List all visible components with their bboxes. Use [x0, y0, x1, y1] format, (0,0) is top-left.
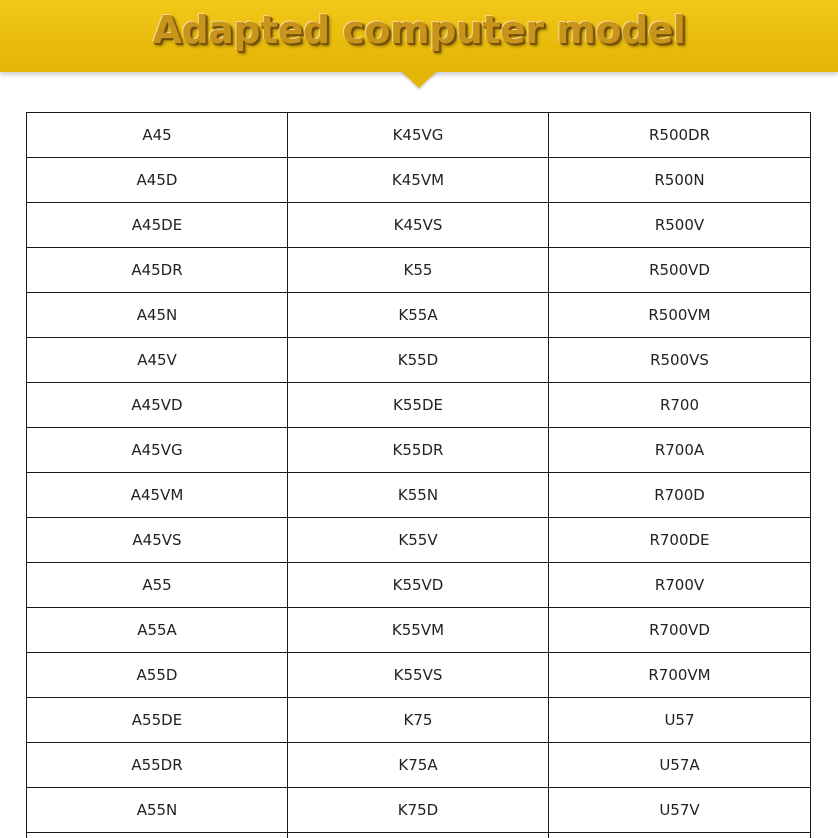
table-cell: R700D	[549, 473, 811, 518]
table-cell: K55DR	[288, 428, 549, 473]
table-cell: K55A	[288, 293, 549, 338]
table-cell: A45N	[27, 293, 288, 338]
table-cell: R700VD	[549, 608, 811, 653]
table-row	[27, 653, 811, 698]
table-cell: A45D	[27, 158, 288, 203]
model-table-container	[26, 112, 810, 838]
table-cell: K55VM	[288, 608, 549, 653]
table-cell: A55A	[27, 608, 288, 653]
table-cell: R700	[549, 383, 811, 428]
table-cell: K55VS	[288, 653, 549, 698]
header-banner	[0, 0, 838, 72]
table-row	[27, 113, 811, 158]
table-row	[27, 248, 811, 293]
table-cell: K75D	[288, 788, 549, 833]
table-cell: A45DR	[27, 248, 288, 293]
table-cell: A45VG	[27, 428, 288, 473]
table-row	[27, 563, 811, 608]
table-cell: K45VM	[288, 158, 549, 203]
table-cell: R700A	[549, 428, 811, 473]
table-cell: K55N	[288, 473, 549, 518]
table-cell: U57V	[549, 788, 811, 833]
table-row	[27, 518, 811, 563]
table-cell: K55V	[288, 518, 549, 563]
table-row	[27, 383, 811, 428]
table-row	[27, 428, 811, 473]
table-cell: K45VS	[288, 203, 549, 248]
table-cell: R500DR	[549, 113, 811, 158]
table-cell-empty	[549, 833, 811, 838]
model-table-body	[27, 113, 811, 838]
table-cell: R500VM	[549, 293, 811, 338]
table-row	[27, 743, 811, 788]
table-cell: A45VS	[27, 518, 288, 563]
table-cell: U57A	[549, 743, 811, 788]
table-cell: R700V	[549, 563, 811, 608]
table-row-partial	[27, 833, 811, 838]
table-cell: K55DE	[288, 383, 549, 428]
table-cell: R500N	[549, 158, 811, 203]
table-cell: A55D	[27, 653, 288, 698]
page-title: Adapted computer model	[152, 8, 686, 52]
table-cell: U57	[549, 698, 811, 743]
table-cell: R500V	[549, 203, 811, 248]
table-row	[27, 473, 811, 518]
table-cell: A45VM	[27, 473, 288, 518]
table-cell: A55N	[27, 788, 288, 833]
table-cell: A45V	[27, 338, 288, 383]
table-cell: K75	[288, 698, 549, 743]
table-row	[27, 293, 811, 338]
table-cell: A55	[27, 563, 288, 608]
table-cell: R700VM	[549, 653, 811, 698]
table-cell-empty	[27, 833, 288, 838]
table-cell: R700DE	[549, 518, 811, 563]
table-cell: A45VD	[27, 383, 288, 428]
table-cell: A55DR	[27, 743, 288, 788]
table-cell: K55D	[288, 338, 549, 383]
table-row	[27, 788, 811, 833]
model-table	[26, 112, 811, 838]
banner-pointer-arrow	[400, 70, 438, 88]
table-row	[27, 203, 811, 248]
table-cell: R500VD	[549, 248, 811, 293]
table-row	[27, 608, 811, 653]
table-row	[27, 158, 811, 203]
table-cell: A45	[27, 113, 288, 158]
table-cell-empty	[288, 833, 549, 838]
table-cell: K55VD	[288, 563, 549, 608]
table-row	[27, 338, 811, 383]
table-cell: K45VG	[288, 113, 549, 158]
table-cell: K75A	[288, 743, 549, 788]
table-cell: A45DE	[27, 203, 288, 248]
table-cell: K55	[288, 248, 549, 293]
table-cell: R500VS	[549, 338, 811, 383]
table-cell: A55DE	[27, 698, 288, 743]
table-row	[27, 698, 811, 743]
